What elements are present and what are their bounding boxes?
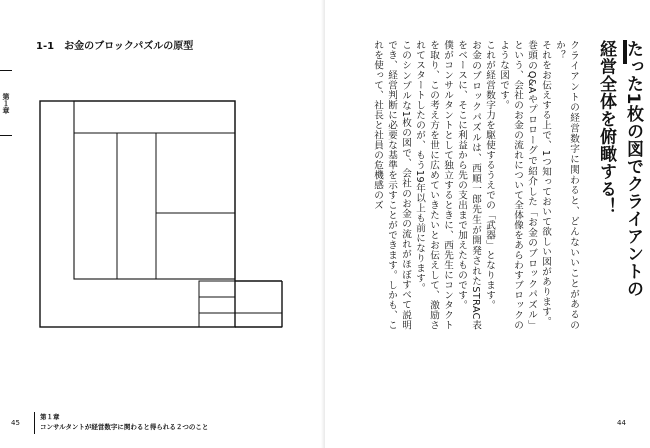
body-paragraph: お金のブロックパズルは、西順一郎先生が開発されたSTRAC表をベースに、そこに利益から先の支出まで加えたものです。: [456, 40, 481, 330]
page-number-left: 45: [11, 419, 20, 427]
body-text: [335, 40, 580, 330]
body-paragraph: クライアントの経営数字に関わると、どんないいことがあるのか？: [554, 40, 579, 330]
puzzle-cash-block: [199, 313, 282, 327]
headline-line-2: 経営全体を俯瞰する！: [596, 40, 616, 215]
left-footer: [0, 408, 325, 438]
puzzle-outer-left-block: [40, 101, 235, 327]
body-paragraph: 巻頭のQ&Aやプロローグで紹介した「お金のブロックパズル」という、会社のお金の流れについて全体像をあらわすブロックのような図です。: [498, 40, 537, 330]
body-paragraph: このシンプルな1枚の図で、会社のお金の流れがほぼすべて説明でき、経営判断に必要な基準を示すことができます。しかも、これを使って、社長と社員の危機感のズ: [372, 40, 411, 330]
body-paragraph: 僕がコンサルタントとして独立するときに、西先生にコンタクトを取り、この考え方を世に広めていきたいとお伝えして、激励されてスタートしたのが、もう19年以上も前になります。: [414, 40, 453, 330]
puzzle-profit-block: [156, 213, 235, 279]
footer-divider: [34, 412, 35, 434]
puzzle-tax-block: [199, 281, 235, 297]
page-number-right: 44: [617, 419, 626, 427]
figure-number: 1-1: [36, 41, 55, 52]
section-headline: [586, 40, 646, 340]
chapter-side-tab: 第１章: [0, 70, 12, 136]
right-page: [325, 0, 650, 448]
puzzle-fixed-cost-block: [156, 133, 235, 213]
body-paragraph: それをお伝えする上で、1つ知っておいて欲しい図があります。: [540, 40, 551, 327]
headline-line-1: たった1枚の図でクライアントの: [623, 40, 643, 298]
puzzle-repayment-block: [199, 297, 235, 313]
puzzle-gross-profit-block: [117, 133, 235, 279]
body-paragraph: これが経営数字力を駆使するうえでの「武器」となります。: [484, 40, 495, 310]
footer-chapter-title: コンサルタントが経営数字に関わると得られる２つのこと: [40, 423, 209, 431]
figure-caption: お金のブロックパズルの原型: [64, 41, 194, 52]
puzzle-inner-block: [74, 101, 235, 279]
footer-chapter-label: 第１章: [40, 413, 60, 421]
puzzle-variable-cost-block: [74, 101, 235, 133]
